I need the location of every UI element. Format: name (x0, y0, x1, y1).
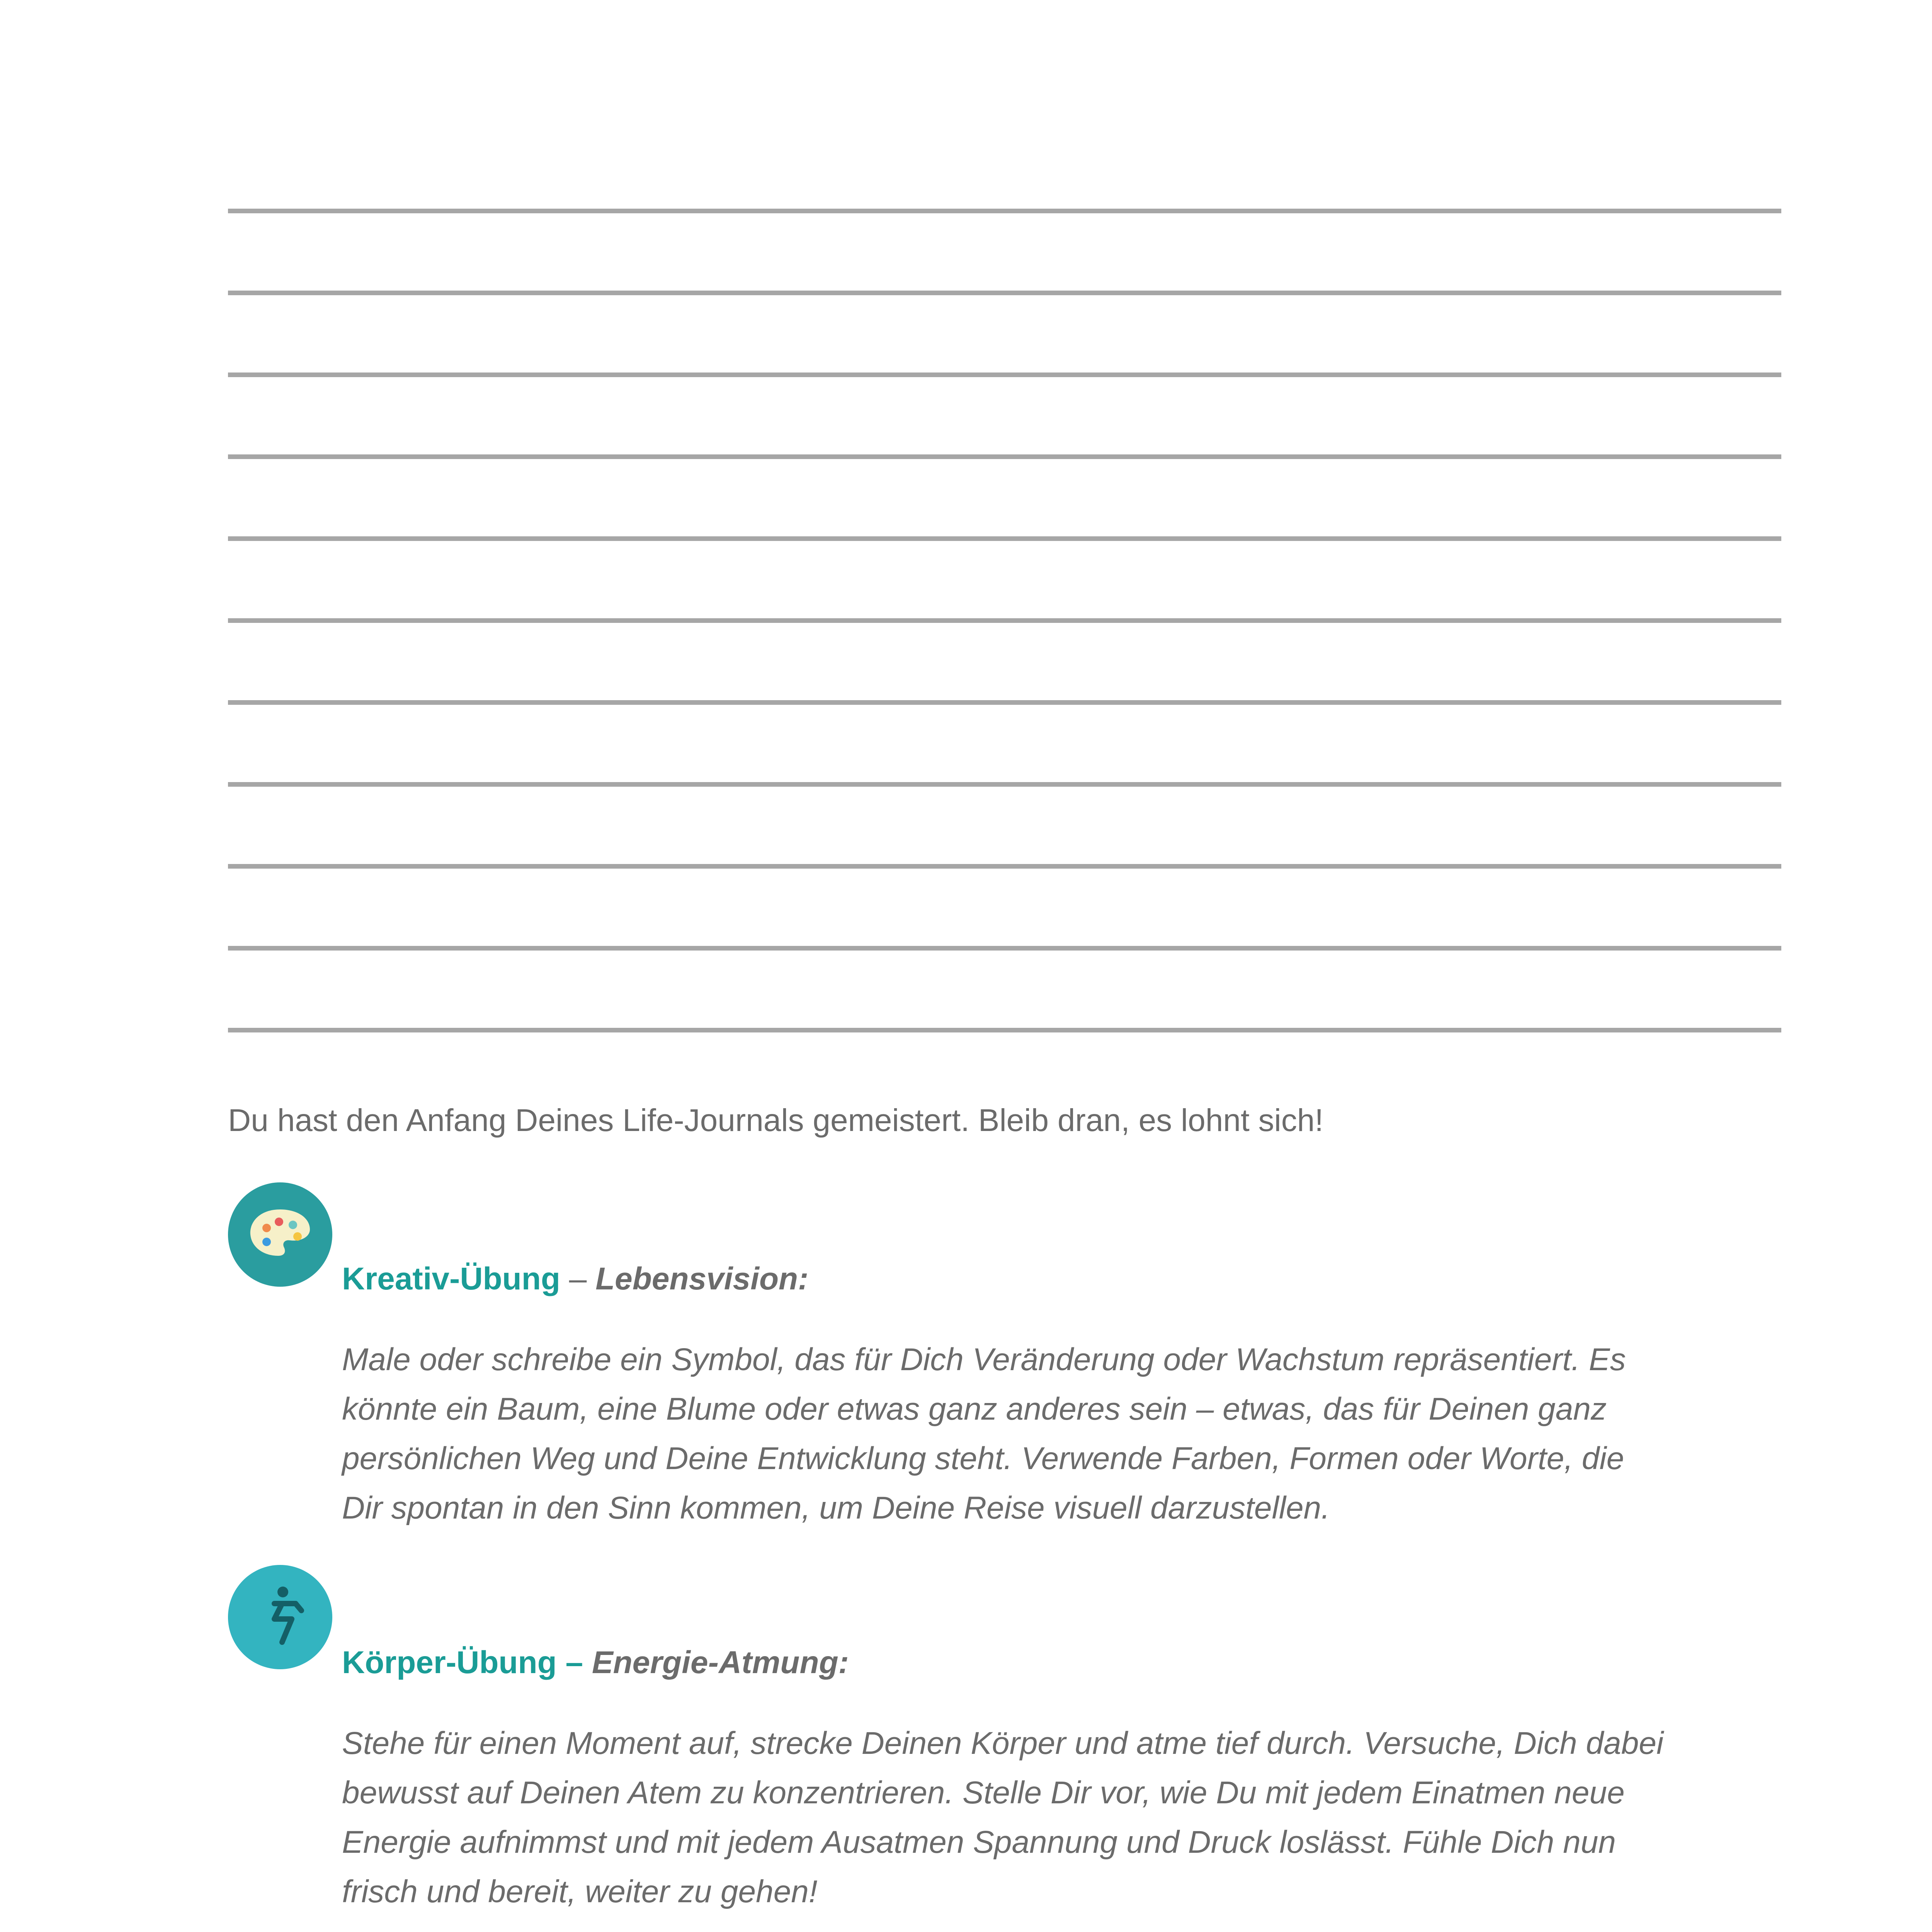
journal-line (228, 782, 1781, 787)
journal-line (228, 536, 1781, 541)
koerper-line: frisch und bereit, weiter zu gehen! (342, 1874, 818, 1909)
journal-line (228, 291, 1781, 295)
kreativ-subtitle: Lebensvision: (595, 1261, 809, 1296)
journal-line (228, 864, 1781, 869)
koerper-line: Stehe für einen Moment auf, strecke Deinen Körper und atme tief durch. Versuche, Dich dabei (342, 1726, 1664, 1761)
palette-icon (228, 1182, 332, 1287)
kreativ-line: Male oder schreibe ein Symbol, das für Dich Veränderung oder Wachstum repräsentiert. Es (342, 1342, 1626, 1377)
koerper-heading (342, 1641, 849, 1684)
koerper-line: bewusst auf Deinen Atem zu konzentrieren. Stelle Dir vor, wie Du mit jedem Einatmen neue (342, 1775, 1625, 1810)
koerper-line: Energie aufnimmst und mit jedem Ausatmen Spannung und Druck loslässt. Fühle Dich nun (342, 1825, 1616, 1860)
kreativ-line: könnte ein Baum, eine Blume oder etwas ganz anderes sein – etwas, das für Deinen ganz (342, 1391, 1607, 1427)
kreativ-line: persönlichen Weg und Deine Entwicklung steht. Verwende Farben, Formen oder Worte, die (342, 1441, 1624, 1476)
journal-line (228, 454, 1781, 459)
journal-line (228, 1028, 1781, 1032)
intro-text: Du hast den Anfang Deines Life-Journals gemeistert. Bleib dran, es lohnt sich! (228, 1103, 1324, 1138)
koerper-dash: – (556, 1645, 592, 1680)
journal-line (228, 618, 1781, 623)
koerper-title: Körper-Übung (342, 1645, 557, 1680)
kreativ-title: Kreativ-Übung (342, 1261, 560, 1296)
journal-line (228, 372, 1781, 377)
koerper-body (342, 1719, 1694, 1917)
kreativ-line: Dir spontan in den Sinn kommen, um Deine Reise visuell darzustellen. (342, 1490, 1330, 1526)
exercise-figure-icon (228, 1565, 332, 1669)
koerper-subtitle: Energie-Atmung: (592, 1645, 849, 1680)
journal-line (228, 700, 1781, 705)
journal-line (228, 946, 1781, 951)
kreativ-heading (342, 1258, 808, 1300)
journal-line (228, 209, 1781, 213)
kreativ-body (342, 1335, 1694, 1533)
kreativ-dash: – (560, 1261, 596, 1296)
